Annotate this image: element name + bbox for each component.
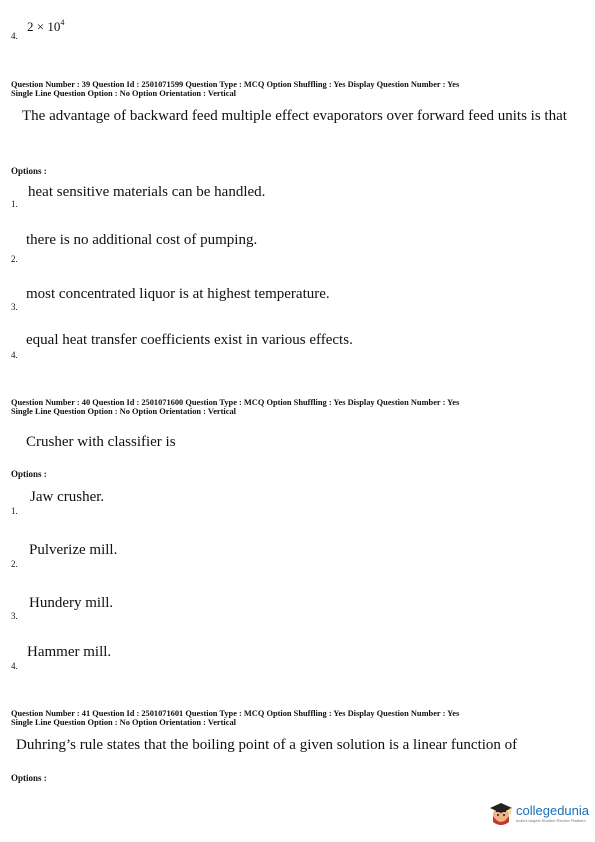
option-number: 3. [11,302,18,312]
option-text: Pulverize mill. [29,542,118,558]
option-number: 4. [11,661,18,671]
question-text: Duhring’s rule states that the boiling point of a given solution is a linear function of [16,737,518,753]
question-text: The advantage of backward feed multiple effect evaporators over forward feed units is that [22,108,567,124]
question-meta-line1: Question Number : 39 Question Id : 2501071599 Question Type : MCQ Option Shuffling : Yes Display Question Number : Yes [11,80,460,89]
option-text: most concentrated liquor is at highest temperature. [26,286,330,302]
options-label: Options : [11,469,47,479]
question-meta-line2: Single Line Question Option : No Option Orientation : Vertical [11,718,236,727]
option-text: Hundery mill. [29,595,114,611]
option-text: equal heat transfer coefficients exist in various effects. [26,332,353,348]
option-text: Jaw crusher. [30,489,105,505]
options-label: Options : [11,773,47,783]
collegedunia-logo [488,800,589,826]
options-label: Options : [11,166,47,176]
option-number: 3. [11,611,18,621]
question-meta-line2: Single Line Question Option : No Option Orientation : Vertical [11,89,236,98]
question-meta-line1: Question Number : 40 Question Id : 2501071600 Question Type : MCQ Option Shuffling : Yes Display Question Number : Yes [11,398,460,407]
option-base: 2 × 10 [27,19,61,34]
question-text: Crusher with classifier is [26,434,176,450]
option-text [27,18,64,38]
option-text: there is no additional cost of pumping. [26,232,258,248]
option-number: 1. [11,199,18,209]
option-number: 1. [11,506,18,516]
option-exponent: 4 [60,18,65,27]
option-text: heat sensitive materials can be handled. [28,184,266,200]
question-meta-line2: Single Line Question Option : No Option Orientation : Vertical [11,407,236,416]
question-meta-line1: Question Number : 41 Question Id : 2501071601 Question Type : MCQ Option Shuffling : Yes Display Question Number : Yes [11,709,460,718]
option-number: 4. [11,31,18,41]
option-number: 2. [11,559,18,569]
option-number: 4. [11,350,18,360]
option-number: 2. [11,254,18,264]
logo-name: collegedunia [516,802,590,818]
logo-tagline: India's largest Student Review Platform [516,817,586,823]
option-text: Hammer mill. [27,644,112,660]
graduate-icon [488,800,514,826]
